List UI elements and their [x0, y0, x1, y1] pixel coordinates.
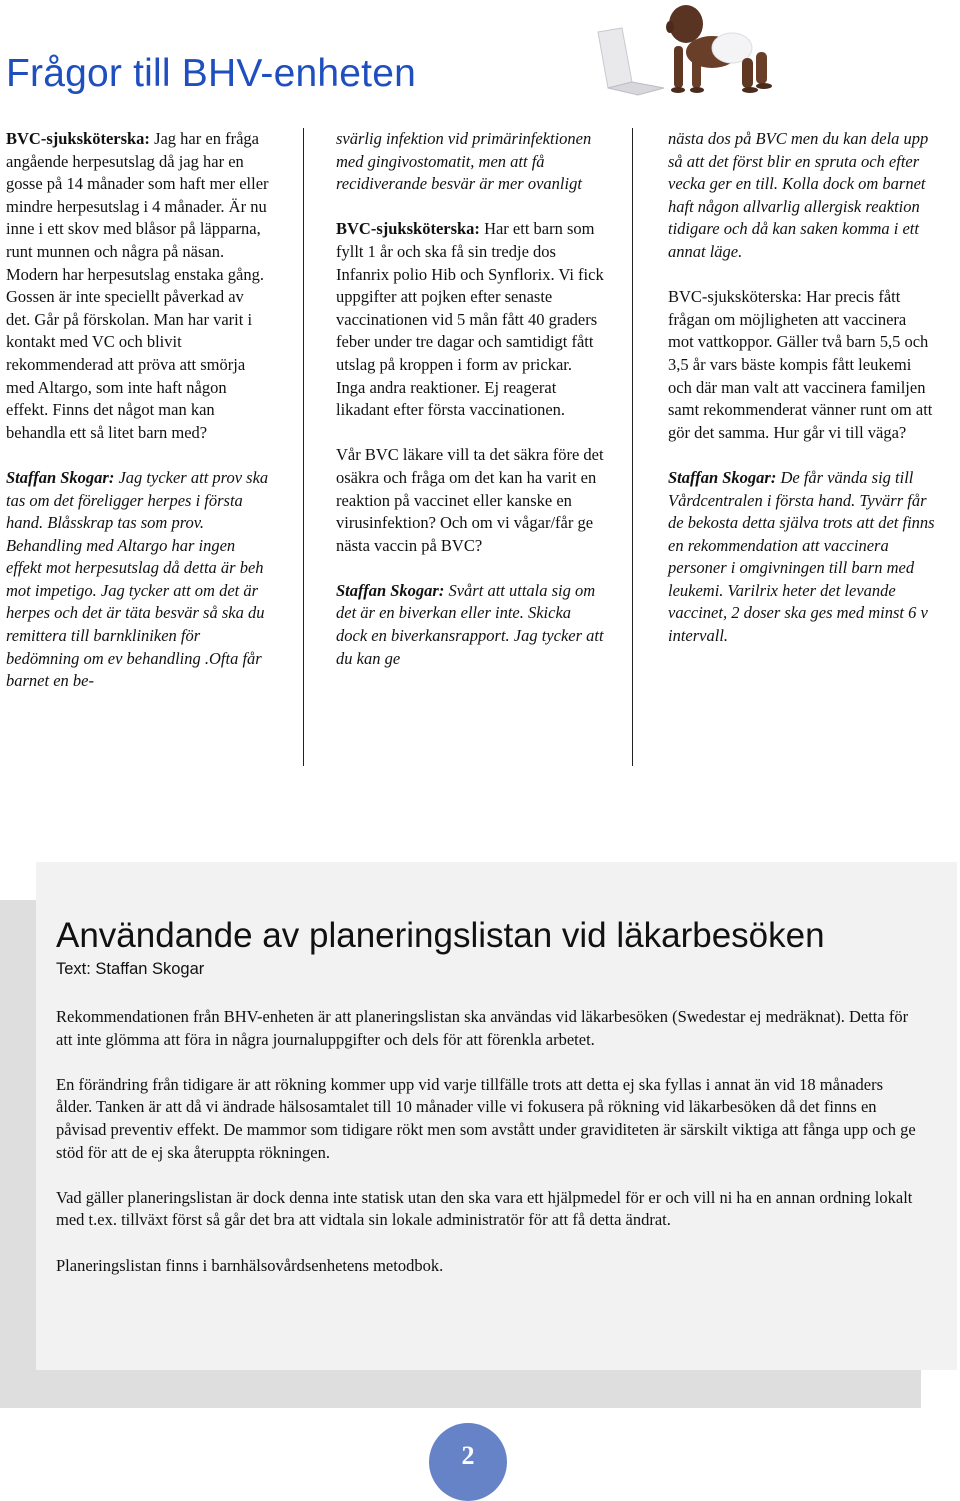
answer-3: [668, 467, 936, 648]
article-paragraph: Planeringslistan finns i barnhälsovårdsenhetens metodbok.: [56, 1255, 444, 1275]
speaker-label: Staffan Skogar:: [6, 467, 115, 487]
answer-2-continued: nästa dos på BVC men du kan dela upp så att det först blir en spruta och efter vecka ger en till. Kolla dock om barnet haft någon allvarlig allergisk reaktion tidigare och då kan saken komma i ett annat läge.: [668, 129, 929, 261]
answer-text: Svårt att uttala sig om det är en biverkan eller inte. Skicka dock en biverkansrapport. Jag tycker att du kan ge: [336, 580, 604, 668]
column-divider: [632, 128, 633, 766]
page-title: Frågor till BHV-enheten: [6, 52, 416, 95]
column-1: [6, 128, 270, 715]
baby-with-laptop-illustration: [592, 0, 792, 100]
article-byline: Text: Staffan Skogar: [56, 960, 205, 978]
page-number: 2: [461, 1441, 475, 1470]
speaker-label: Staffan Skogar:: [336, 580, 445, 600]
article-body: [56, 1006, 916, 1300]
column-2: [336, 128, 604, 693]
question-1: [6, 128, 270, 444]
speaker-label: BVC-sjuksköterska:: [6, 129, 150, 148]
question-2-continued: Vår BVC läkare vill ta det säkra före det osäkra och fråga om det kan ha varit en reaktion på vaccinet eller kanske en virusinfektion? Och om vi vågar/får ge nästa vaccin på BVC?: [336, 445, 604, 555]
question-3: BVC-sjuksköterska: Har precis fått frågan om möjligheten att vaccinera mot vattkoppor. Gäller två barn 5,5 och 3,5 år vars bäste kompis fått leukemi och där man valt att vaccinera familjen samt rekommenderat vänner runt om att gör det samma. Hur går vi till väga?: [668, 287, 933, 442]
answer-2: [336, 580, 604, 670]
column-divider: [303, 128, 304, 766]
article-paragraph: Vad gäller planeringslistan är dock denna inte statisk utan den ska vara ett hjälpmedel för er och vill ni ha en annan ordning lokalt med t.ex. tillväxt först så går det bra att vidtala sin lokale administratör för att få detta ändrat.: [56, 1187, 913, 1230]
answer-1-continued: svärlig infektion vid primärinfektionen med gingivostomatit, men att få recidiverande besvär är mer ovanligt: [336, 129, 592, 194]
baby-icon: [666, 5, 772, 93]
article-paragraph: Rekommendationen från BHV-enheten är att planeringslistan ska användas vid läkarbesöken (Swedestar ej medräknat). Detta för att inte glömma att föra in några journaluppgifter och dels för att förenkla arbetet.: [56, 1007, 909, 1049]
column-3: [668, 128, 936, 670]
speaker-label: Staffan Skogar:: [668, 467, 777, 487]
answer-1: [6, 467, 270, 693]
laptop-icon: [598, 28, 664, 95]
answer-text: Jag tycker att prov ska tas om det föreligger herpes i första hand. Blåsskrap tas som prov. Behandling med Altargo har ingen effekt mot herpesutslag då detta är beh mot impetigo. Jag tycker att om det är herpes och det är täta besvär så ska du remittera till barnkliniken för bedömning om ev behandling .Ofta får barnet en be-: [6, 467, 269, 691]
question-text: Jag har en fråga angående herpesutslag då jag har en gosse på 14 månader som haft mer eller mindre herpesutslag i 4 månader. Är nu inne i ett skov med blåsor på läpparna, runt munnen och några på näsan. Modern har herpesutslag enstaka gång. Gossen är inte speciellt påverkad av det. Går på förskolan. Man har varit i kontakt med VC och blivit rekommenderad att pröva att smörja med Altargo, som inte haft någon effekt. Finns det något man kan behandla ett så litet barn med?: [6, 129, 269, 442]
article-title: Användande av planeringslistan vid läkarbesöken: [56, 916, 825, 955]
answer-text: De får vända sig till Vårdcentralen i första hand. Tyvärr får de bekosta detta själva trots att det finns en rekommendation att vaccinera personer i omgivningen till barn med leukemi. Varilrix heter det levande vaccinet, 2 doser ska ges med minst 6 v intervall.: [668, 467, 935, 646]
speaker-label: BVC-sjuksköterska:: [336, 219, 480, 239]
question-text: Har ett barn som fyllt 1 år och ska få sin tredje dos Infanrix polio Hib och Synflorix. Vi fick uppgifter att pojken efter senaste vaccinationen vid 5 mån fått 40 graders feber under tre dagar och samtidigt fått utslag på kroppen i form av prickar. Inga andra reaktioner. Ej reagerat likadant efter första vaccinationen.: [336, 219, 604, 420]
question-2: [336, 218, 604, 421]
article-paragraph: En förändring från tidigare är att rökning kommer upp vid varje tillfälle trots att detta ej ska fyllas i annat än vid 18 månaders ålder. Tanken är att då vi ändrade hälsosamtalet till 10 månader ville vi fokusera på rökning vid läkarbesöken då det finns en påvisad preventiv effekt. De mammor som tidigare rökt men som avstått under graviditeten är särskilt viktiga att fånga upp och ge stöd för att de ej ska återuppta rökningen.: [56, 1074, 916, 1162]
